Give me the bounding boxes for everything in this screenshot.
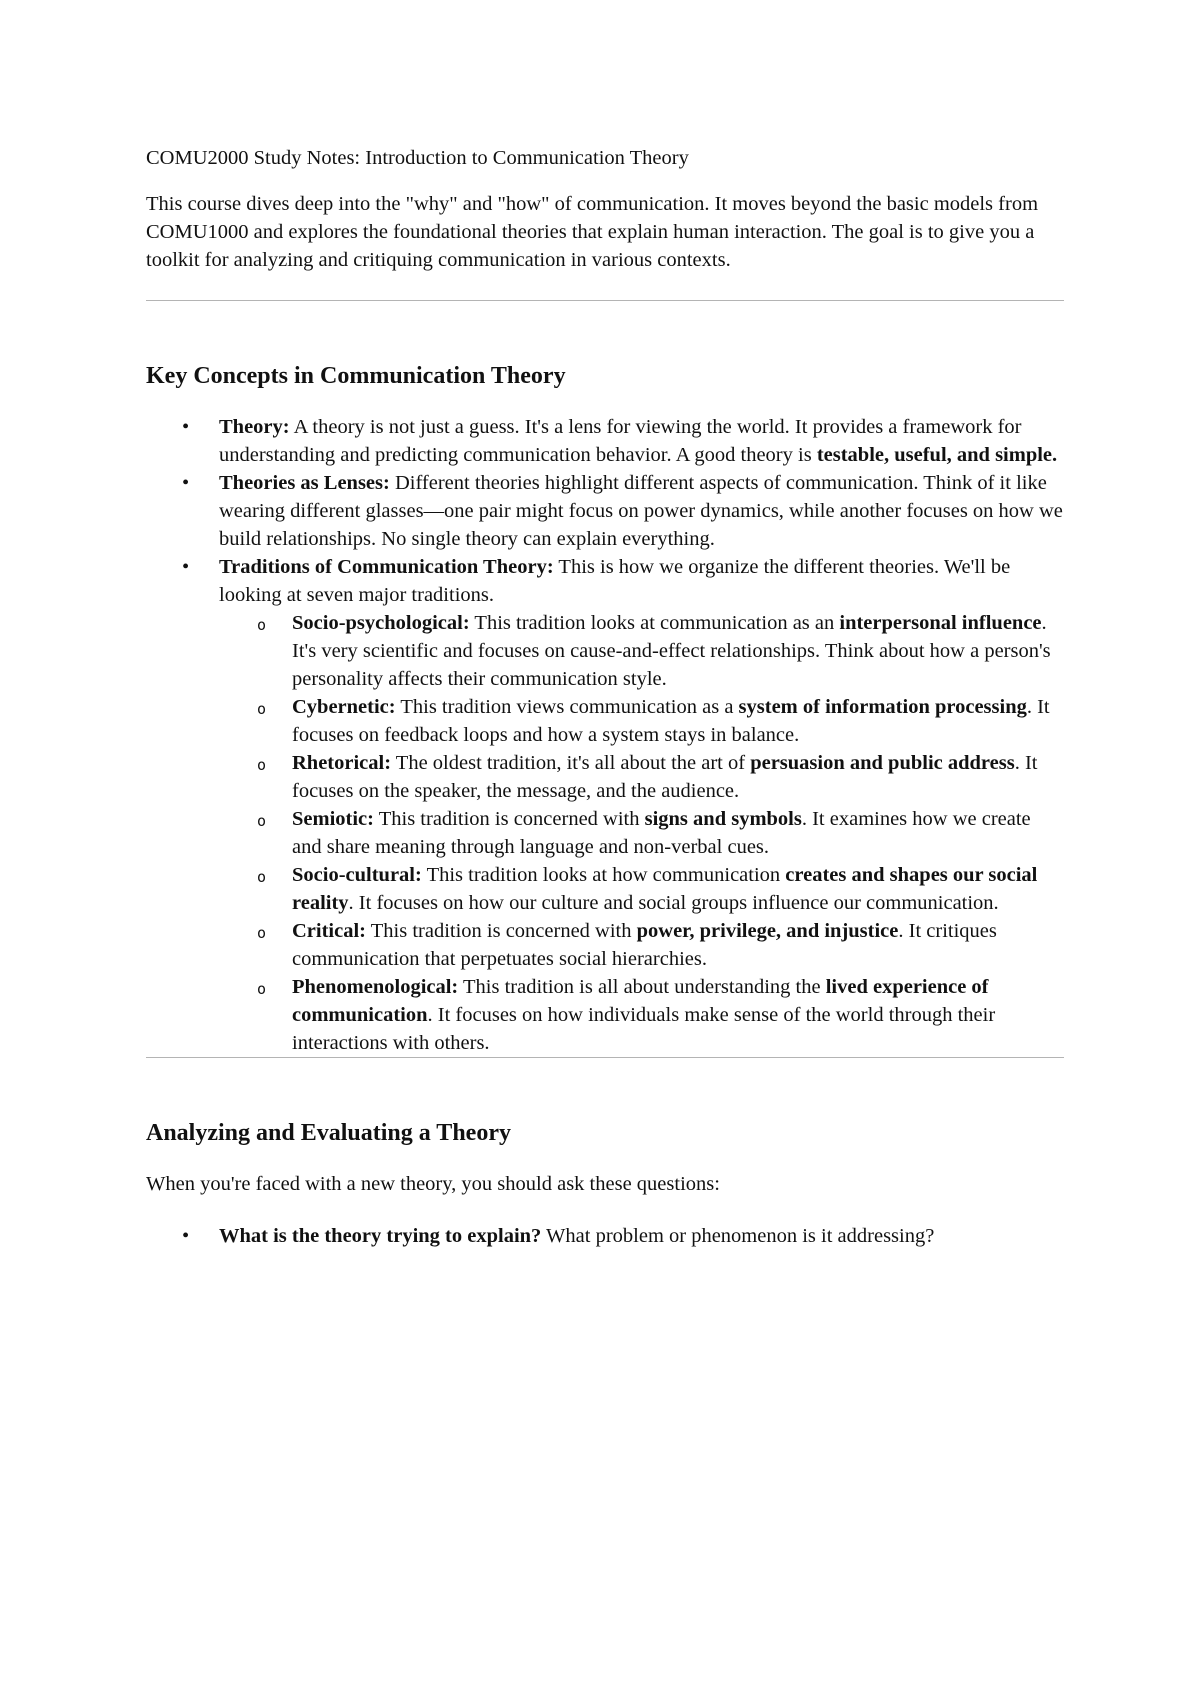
term-label: Semiotic:: [292, 808, 374, 830]
document-title: COMU2000 Study Notes: Introduction to Communication Theory: [146, 147, 689, 169]
item-text: This tradition looks at communication as an: [469, 612, 840, 634]
bullet-icon: •: [182, 1225, 190, 1247]
sublist-item-semiotic: [219, 805, 1064, 861]
circle-bullet-icon: o: [257, 980, 267, 998]
sublist-item-socio-cultural: [219, 861, 1064, 917]
sublist-item-rhetorical: [219, 749, 1064, 805]
analyzing-intro-paragraph: When you're faced with a new theory, you should ask these questions:: [146, 1173, 720, 1195]
item-text: . It focuses on feedback loops and how a system stays in balance.: [292, 696, 1050, 746]
sublist-item-cybernetic: [219, 693, 1064, 749]
list-item-traditions: [146, 553, 1064, 1057]
term-label: Socio-psychological:: [292, 612, 470, 634]
bold-phrase: power, privilege, and injustice: [636, 920, 899, 942]
circle-bullet-icon: o: [257, 700, 267, 718]
item-text: . It focuses on how individuals make sense of the world through their interactions with others.: [292, 1004, 996, 1054]
term-label: Theories as Lenses:: [219, 472, 390, 494]
question-label: What is the theory trying to explain?: [219, 1225, 542, 1247]
item-text: This tradition is all about understanding the: [458, 976, 826, 998]
bullet-icon: •: [182, 556, 190, 578]
item-text: . It examines how we create and share meaning through language and non-verbal cues.: [292, 808, 1031, 858]
item-text: This tradition is concerned with: [366, 920, 637, 942]
item-text: . It focuses on the speaker, the message, and the audience.: [292, 752, 1038, 802]
section-divider: [146, 1057, 1064, 1058]
sublist-item-phenomenological: [219, 973, 1064, 1057]
circle-bullet-icon: o: [257, 812, 267, 830]
sublist-item-socio-psychological: [219, 609, 1064, 693]
section-divider: [146, 300, 1064, 301]
list-item-theory: [146, 413, 1064, 469]
bold-phrase: testable, useful, and simple.: [816, 444, 1058, 466]
item-text: What problem or phenomenon is it addressing?: [541, 1225, 935, 1247]
term-label: Traditions of Communication Theory:: [219, 556, 554, 578]
term-label: Rhetorical:: [292, 752, 392, 774]
section-heading-key-concepts: Key Concepts in Communication Theory: [146, 363, 566, 389]
sublist-item-critical: [219, 917, 1064, 973]
list-item-question: [146, 1222, 1064, 1250]
circle-bullet-icon: o: [257, 924, 267, 942]
term-label: Cybernetic:: [292, 696, 396, 718]
bold-phrase: system of information processing: [738, 696, 1027, 718]
item-text: A theory is not just a guess. It's a lens for viewing the world. It provides a framework for understanding and predicting communication behavior. A good theory is: [219, 416, 1022, 466]
term-label: Phenomenological:: [292, 976, 459, 998]
intro-paragraph: This course dives deep into the "why" and "how" of communication. It moves beyond the basic models from COMU1000 and explores the foundational theories that explain human interaction. The goal is to give you a toolkit for analyzing and critiquing communication in various contexts.: [146, 193, 1039, 271]
term-label: Theory:: [219, 416, 290, 438]
item-text: This tradition is concerned with: [373, 808, 645, 830]
bold-phrase: interpersonal influence: [839, 612, 1042, 634]
bold-phrase: persuasion and public address: [750, 752, 1015, 774]
traditions-sublist: [219, 609, 1064, 1057]
key-concepts-list: [146, 413, 1064, 1057]
circle-bullet-icon: o: [257, 616, 267, 634]
bold-phrase: signs and symbols: [644, 808, 802, 830]
term-label: Critical:: [292, 920, 366, 942]
item-text: . It's very scientific and focuses on cause-and-effect relationships. Think about how a person's personality affects their communication style.: [292, 612, 1051, 690]
item-text: This is how we organize the different theories. We'll be looking at seven major traditions.: [219, 556, 1011, 606]
bullet-icon: •: [182, 472, 190, 494]
bold-phrase: creates and shapes our social reality: [292, 864, 1038, 914]
item-text: The oldest tradition, it's all about the art of: [391, 752, 751, 774]
item-text: . It critiques communication that perpetuates social hierarchies.: [292, 920, 997, 970]
document-page: [146, 144, 1064, 1250]
item-text: . It focuses on how our culture and social groups influence our communication.: [348, 892, 999, 914]
bullet-icon: •: [182, 416, 190, 438]
analyzing-questions-list: [146, 1222, 1064, 1250]
term-label: Socio-cultural:: [292, 864, 422, 886]
list-item-lenses: [146, 469, 1064, 553]
section-heading-analyzing: Analyzing and Evaluating a Theory: [146, 1120, 511, 1146]
item-text: Different theories highlight different aspects of communication. Think of it like wearing different glasses—one pair might focus on power dynamics, while another focuses on how we build relationships. No single theory can explain everything.: [219, 472, 1063, 550]
circle-bullet-icon: o: [257, 868, 267, 886]
item-text: This tradition views communication as a: [395, 696, 739, 718]
bold-phrase: lived experience of communication: [292, 976, 989, 1026]
item-text: This tradition looks at how communication: [421, 864, 786, 886]
circle-bullet-icon: o: [257, 756, 267, 774]
